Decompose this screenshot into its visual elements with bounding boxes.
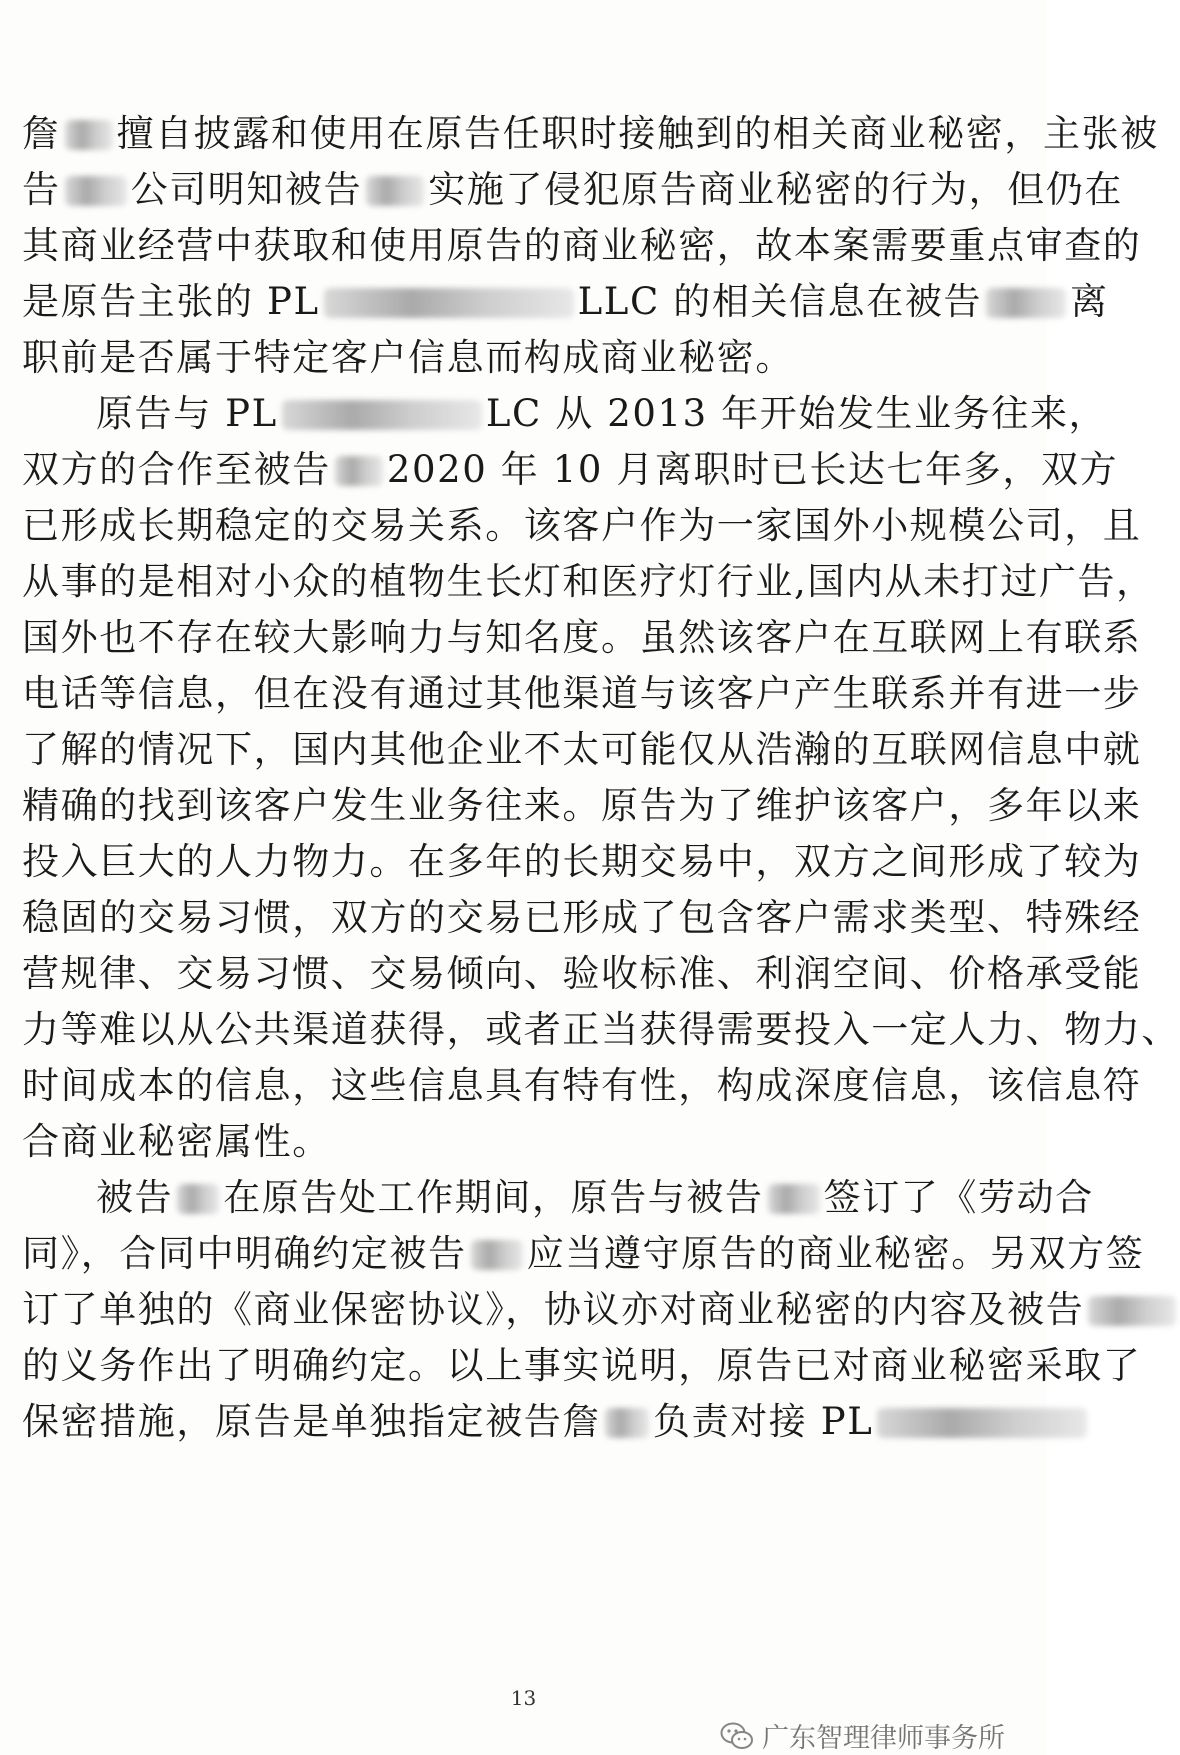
text-line xyxy=(22,218,1142,274)
redaction-blur xyxy=(366,176,424,206)
text-line xyxy=(22,554,1155,610)
text-segment: 公司明知被告 xyxy=(130,168,363,211)
redaction-blur xyxy=(986,288,1066,318)
text-segment: 保密措施，原告是单独指定被告詹 xyxy=(22,1400,601,1443)
text-segment: 稳固的交易习惯，双方的交易已形成了包含客户需求类型、特殊经 xyxy=(22,896,1142,939)
text-segment: 从事的是相对小众的植物生长灯和医疗灯行业,国内从未打过广告， xyxy=(22,560,1155,603)
text-line xyxy=(22,610,1142,666)
page-number: 13 xyxy=(510,1686,537,1710)
text-line xyxy=(22,274,1109,330)
text-segment: 已形成长期稳定的交易关系。该客户作为一家国外小规模公司，且 xyxy=(22,504,1142,547)
text-segment: 投入巨大的人力物力。在多年的长期交易中，双方之间形成了较为 xyxy=(22,840,1142,883)
redaction-blur xyxy=(324,288,574,318)
text-segment: LLC 的相关信息在被告 xyxy=(577,280,983,323)
text-segment: 负责对接 PL xyxy=(653,1400,874,1443)
text-segment: 在原告处工作期间，原告与被告 xyxy=(223,1176,764,1219)
redaction-blur xyxy=(177,1184,219,1214)
text-line xyxy=(22,330,982,386)
text-segment: 原告与 PL xyxy=(96,392,278,435)
text-segment: 合商业秘密属性。 xyxy=(22,1120,331,1163)
paragraph xyxy=(22,106,1159,386)
text-segment: 告 xyxy=(22,168,61,211)
redaction-blur xyxy=(65,120,113,150)
text-line xyxy=(22,498,1142,554)
paragraph xyxy=(22,1170,1145,1450)
text-line xyxy=(22,946,1142,1002)
text-segment: 其商业经营中获取和使用原告的商业秘密，故本案需要重点审查的 xyxy=(22,224,1142,267)
text-line xyxy=(22,1002,1180,1058)
watermark xyxy=(720,1716,1005,1755)
text-segment: 订了单独的《商业保密协议》，协议亦对商业秘密的内容及被告 xyxy=(22,1288,1085,1331)
redaction-blur xyxy=(605,1408,649,1438)
text-segment: 应当遵守原告的商业秘密。另双方签 xyxy=(526,1232,1145,1275)
text-line xyxy=(22,722,1142,778)
text-segment: LC 从 2013 年开始发生业务往来， xyxy=(485,392,1108,435)
text-line xyxy=(22,890,1142,946)
text-line xyxy=(22,778,1142,834)
text-segment: 了解的情况下，国内其他企业不太可能仅从浩瀚的互联网信息中就 xyxy=(22,728,1142,771)
text-line xyxy=(22,1114,982,1170)
redaction-blur xyxy=(768,1184,820,1214)
text-line xyxy=(22,386,1108,442)
text-segment: 实施了侵犯原告商业秘密的行为，但仍在 xyxy=(428,168,1124,211)
text-segment: 离 xyxy=(1070,280,1109,323)
text-line xyxy=(22,162,1124,218)
text-segment: 时间成本的信息，这些信息具有特有性，构成深度信息，该信息符 xyxy=(22,1064,1142,1107)
redaction-blur xyxy=(65,176,127,206)
redaction-blur xyxy=(471,1240,523,1270)
text-line xyxy=(22,666,1142,722)
paragraph xyxy=(22,386,1180,1170)
text-segment: 是原告主张的 PL xyxy=(22,280,320,323)
text-line xyxy=(22,106,1159,162)
text-segment: 签订了《劳动合 xyxy=(823,1176,1094,1219)
text-line xyxy=(22,1338,1142,1394)
text-line xyxy=(22,1282,1085,1338)
wechat-icon xyxy=(720,1721,754,1751)
text-segment: 精确的找到该客户发生业务往来。原告为了维护该客户，多年以来 xyxy=(22,784,1142,827)
watermark-text: 广东智理律师事务所 xyxy=(762,1723,1005,1754)
text-line xyxy=(22,1058,1142,1114)
text-segment: 被告 xyxy=(96,1176,174,1219)
text-segment: 力等难以从公共渠道获得，或者正当获得需要投入一定人力、物力、 xyxy=(22,1008,1180,1051)
redaction-blur xyxy=(1088,1296,1176,1326)
text-line xyxy=(22,1226,1145,1282)
redaction-blur xyxy=(282,400,482,430)
text-segment: 擅自披露和使用在原告任职时接触到的相关商业秘密，主张被 xyxy=(116,112,1159,155)
text-line xyxy=(22,1170,1094,1226)
text-segment: 职前是否属于特定客户信息而构成商业秘密。 xyxy=(22,336,794,379)
text-segment: 电话等信息，但在没有通过其他渠道与该客户产生联系并有进一步 xyxy=(22,672,1142,715)
text-segment: 营规律、交易习惯、交易倾向、验收标准、利润空间、价格承受能 xyxy=(22,952,1142,995)
text-segment: 国外也不存在较大影响力与知名度。虽然该客户在互联网上有联系 xyxy=(22,616,1142,659)
text-line xyxy=(22,1394,982,1450)
redaction-blur xyxy=(877,1408,1087,1438)
document-body xyxy=(22,106,1180,1450)
text-line xyxy=(22,834,1142,890)
text-segment: 同》，合同中明确约定被告 xyxy=(22,1232,467,1275)
redaction-blur xyxy=(335,456,383,486)
text-segment: 双方的合作至被告 xyxy=(22,448,331,491)
text-line xyxy=(22,442,1119,498)
text-segment: 的义务作出了明确约定。以上事实说明，原告已对商业秘密采取了 xyxy=(22,1344,1142,1387)
text-segment: 2020 年 10 月离职时已长达七年多，双方 xyxy=(386,448,1119,491)
text-segment: 詹 xyxy=(22,112,61,155)
